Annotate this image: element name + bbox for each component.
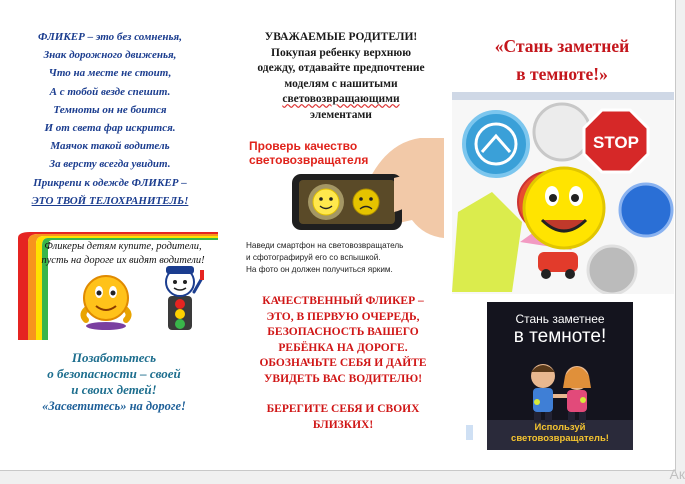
flicker-poem [0,28,220,210]
quality-message [240,294,446,388]
care-message [14,350,214,414]
closing-line: БЕРЕГИТЕ СЕБЯ И СВОИХ [266,403,420,415]
poem-line: И от света фар искрится. [44,122,176,135]
appeal-heading: УВАЖАЕМЫЕ РОДИТЕЛИ! [264,31,418,43]
selection-marker [466,425,473,440]
appeal-line: Покупая ребенку верхнюю [271,46,411,59]
care-line: «Засветитесь» на дороге! [42,399,186,413]
appeal-line: одежду, отдавайте предпочтение [257,62,425,75]
leaflet-title [452,32,672,88]
poem-line: Маячок такой водитель [50,140,170,153]
watermark-text: Ак [669,466,685,482]
appeal-line: световозвращающими [282,93,400,106]
smiley-mascot-icon [76,268,136,332]
closing-line: БЛИЗКИХ! [312,418,374,431]
check-desc-line: На фото он должен получиться ярким. [246,265,393,274]
stop-sign-label: STOP [593,133,639,152]
care-line: о безопасности – своей [47,366,181,381]
parents-appeal [238,30,444,124]
poem-line: Что на месте не стоит, [48,67,172,80]
quality-line: РЕБЁНКА НА ДОРОГЕ. [278,341,408,354]
quality-line: КАЧЕСТВЕННЫЙ ФЛИКЕР – [262,295,424,307]
poem-line: Знак дорожного движенья, [43,49,177,62]
banner-line: пусть на дороге их видят водители! [41,254,205,266]
quality-line: ОБОЗНАЧЬТЕ СЕБЯ И ДАЙТЕ [259,357,427,370]
check-title-line: световозвращателя [249,152,369,167]
poem-line: Прикрепи к одежде ФЛИКЕР – [33,176,187,189]
poster-heading: в темноте! [513,326,607,347]
check-title-line: Проверь качество [249,139,358,153]
reflectors-collage [452,92,674,294]
poster-line: Стань заметнее [515,312,605,326]
check-desc-line: и сфотографируй его со вспышкой. [246,253,381,262]
banner-line: Фликеры детям купите, родители, [44,241,202,252]
appeal-line: элементами [310,108,372,121]
poem-line: За версту всегда увидит. [49,158,171,171]
poem-line: Темноты он не боится [53,103,167,116]
poem-line: ФЛИКЕР – это без сомненья, [38,31,182,43]
poster-cta-line: Используй [534,422,586,433]
quality-line: БЕЗОПАСНОСТЬ ВАШЕГО [267,326,419,339]
visibility-poster [487,302,633,450]
quality-line: ЭТО, В ПЕРВУЮ ОЧЕРЕДЬ, [266,310,420,323]
care-line: Позаботьтесь [71,350,157,365]
poem-line: ЭТО ТВОЙ ТЕЛОХРАНИТЕЛЬ! [31,194,189,207]
poster-cta [487,422,633,444]
check-desc-line: Наведи смартфон на световозвращатель [246,241,404,250]
check-title [249,140,368,167]
care-line: и своих детей! [71,382,157,397]
closing-message [240,402,446,433]
quality-line: УВИДЕТЬ ВАС ВОДИТЕЛЮ! [263,372,423,385]
check-description [246,240,446,276]
poster-cta-line: световозвращатель! [511,433,609,444]
poem-line: А с тобой везде спешит. [49,85,171,98]
title-line: в темноте!» [516,64,608,84]
appeal-line: моделям с нашитыми [284,77,398,90]
traffic-light-mascot-icon [150,262,210,336]
title-line: «Стань заметней [494,36,630,56]
